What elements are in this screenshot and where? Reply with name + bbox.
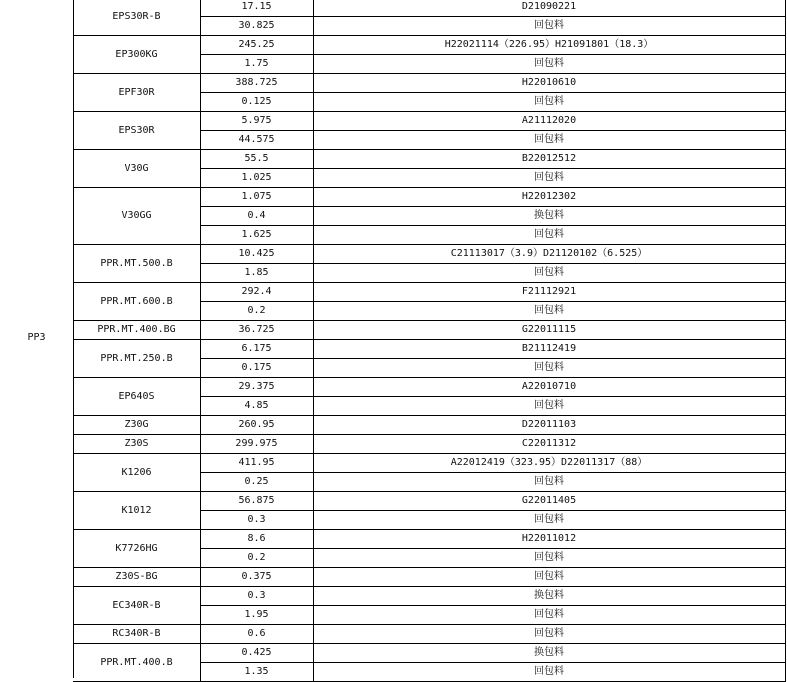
batch-note-cell[interactable]: 回包料: [313, 473, 786, 492]
batch-note-cell[interactable]: C21113017（3.9）D21120102（6.525）: [313, 245, 786, 264]
batch-note-cell[interactable]: A22010710: [313, 378, 786, 397]
quantity-cell[interactable]: 56.875: [200, 492, 314, 511]
quantity-cell[interactable]: 0.3: [200, 511, 314, 530]
batch-note-cell[interactable]: A21112020: [313, 112, 786, 131]
product-name-cell[interactable]: Z30G: [73, 416, 201, 435]
product-name-cell[interactable]: PPR.MT.250.B: [73, 340, 201, 378]
quantity-cell[interactable]: 0.3: [200, 587, 314, 606]
product-name-cell[interactable]: EP640S: [73, 378, 201, 416]
batch-note-cell[interactable]: 换包料: [313, 587, 786, 606]
product-name-cell[interactable]: EC340R-B: [73, 587, 201, 625]
batch-note-cell[interactable]: 回包料: [313, 625, 786, 644]
quantity-cell[interactable]: 1.075: [200, 188, 314, 207]
batch-note-cell[interactable]: 回包料: [313, 511, 786, 530]
batch-note-cell[interactable]: B22012512: [313, 150, 786, 169]
quantity-cell[interactable]: 44.575: [200, 131, 314, 150]
batch-note-cell[interactable]: A22012419（323.95）D22011317（88）: [313, 454, 786, 473]
quantity-cell[interactable]: 55.5: [200, 150, 314, 169]
quantity-cell[interactable]: 0.425: [200, 644, 314, 663]
batch-note-cell[interactable]: 回包料: [313, 663, 786, 682]
quantity-cell[interactable]: 1.025: [200, 169, 314, 188]
product-name-cell[interactable]: EPF30R: [73, 74, 201, 112]
product-name-cell[interactable]: EPS30R: [73, 112, 201, 150]
quantity-cell[interactable]: 30.825: [200, 17, 314, 36]
batch-note-cell[interactable]: 回包料: [313, 55, 786, 74]
batch-note-cell[interactable]: 回包料: [313, 606, 786, 625]
batch-note-cell[interactable]: H22011012: [313, 530, 786, 549]
batch-note-cell[interactable]: 换包料: [313, 207, 786, 226]
quantity-cell[interactable]: 0.25: [200, 473, 314, 492]
batch-note-cell[interactable]: 回包料: [313, 17, 786, 36]
product-name-cell[interactable]: PPR.MT.400.BG: [73, 321, 201, 340]
product-name-cell[interactable]: RC340R-B: [73, 625, 201, 644]
batch-note-cell[interactable]: G22011115: [313, 321, 786, 340]
quantity-cell[interactable]: 0.6: [200, 625, 314, 644]
batch-note-cell[interactable]: D21090221: [313, 0, 786, 17]
quantity-cell[interactable]: 0.2: [200, 302, 314, 321]
quantity-cell[interactable]: 1.625: [200, 226, 314, 245]
batch-note-cell[interactable]: H22010610: [313, 74, 786, 93]
batch-note-cell[interactable]: G22011405: [313, 492, 786, 511]
batch-note-cell[interactable]: H22021114（226.95）H21091801（18.3）: [313, 36, 786, 55]
batch-note-cell[interactable]: 回包料: [313, 568, 786, 587]
batch-note-cell[interactable]: 回包料: [313, 359, 786, 378]
quantity-cell[interactable]: 292.4: [200, 283, 314, 302]
quantity-cell[interactable]: 5.975: [200, 112, 314, 131]
quantity-cell[interactable]: 4.85: [200, 397, 314, 416]
quantity-cell[interactable]: 29.375: [200, 378, 314, 397]
batch-note-cell[interactable]: 回包料: [313, 549, 786, 568]
batch-note-cell[interactable]: B21112419: [313, 340, 786, 359]
product-name-cell[interactable]: EPS30R-B: [73, 0, 201, 36]
batch-note-cell[interactable]: 回包料: [313, 264, 786, 283]
quantity-cell[interactable]: 0.375: [200, 568, 314, 587]
batch-note-cell[interactable]: F21112921: [313, 283, 786, 302]
product-name-cell[interactable]: V30GG: [73, 188, 201, 245]
batch-note-cell[interactable]: H22012302: [313, 188, 786, 207]
product-name-cell[interactable]: Z30S: [73, 435, 201, 454]
product-name-cell[interactable]: K1012: [73, 492, 201, 530]
quantity-cell[interactable]: 17.15: [200, 0, 314, 17]
quantity-cell[interactable]: 8.6: [200, 530, 314, 549]
batch-note-cell[interactable]: 回包料: [313, 169, 786, 188]
quantity-cell[interactable]: 36.725: [200, 321, 314, 340]
batch-note-cell[interactable]: 回包料: [313, 302, 786, 321]
quantity-cell[interactable]: 6.175: [200, 340, 314, 359]
batch-note-cell[interactable]: 回包料: [313, 93, 786, 112]
product-name-cell[interactable]: V30G: [73, 150, 201, 188]
batch-note-cell[interactable]: 回包料: [313, 397, 786, 416]
batch-note-cell[interactable]: 换包料: [313, 644, 786, 663]
quantity-cell[interactable]: 260.95: [200, 416, 314, 435]
quantity-cell[interactable]: 1.85: [200, 264, 314, 283]
product-name-cell[interactable]: PPR.MT.500.B: [73, 245, 201, 283]
quantity-cell[interactable]: 0.125: [200, 93, 314, 112]
quantity-cell[interactable]: 0.4: [200, 207, 314, 226]
group-label-cell[interactable]: PP3: [0, 0, 74, 678]
quantity-cell[interactable]: 1.95: [200, 606, 314, 625]
product-name-cell[interactable]: PPR.MT.600.B: [73, 283, 201, 321]
product-name-cell[interactable]: K7726HG: [73, 530, 201, 568]
quantity-cell[interactable]: 245.25: [200, 36, 314, 55]
batch-note-cell[interactable]: D22011103: [313, 416, 786, 435]
product-name-cell[interactable]: Z30S-BG: [73, 568, 201, 587]
product-name-cell[interactable]: EP300KG: [73, 36, 201, 74]
quantity-cell[interactable]: 10.425: [200, 245, 314, 264]
batch-note-cell[interactable]: 回包料: [313, 226, 786, 245]
product-name-cell[interactable]: PPR.MT.400.B: [73, 644, 201, 682]
batch-note-cell[interactable]: C22011312: [313, 435, 786, 454]
column-divider: [73, 0, 74, 672]
batch-note-cell[interactable]: 回包料: [313, 131, 786, 150]
quantity-cell[interactable]: 0.175: [200, 359, 314, 378]
quantity-cell[interactable]: 0.2: [200, 549, 314, 568]
product-name-cell[interactable]: K1206: [73, 454, 201, 492]
quantity-cell[interactable]: 1.35: [200, 663, 314, 682]
quantity-cell[interactable]: 299.975: [200, 435, 314, 454]
quantity-cell[interactable]: 388.725: [200, 74, 314, 93]
quantity-cell[interactable]: 411.95: [200, 454, 314, 473]
quantity-cell[interactable]: 1.75: [200, 55, 314, 74]
